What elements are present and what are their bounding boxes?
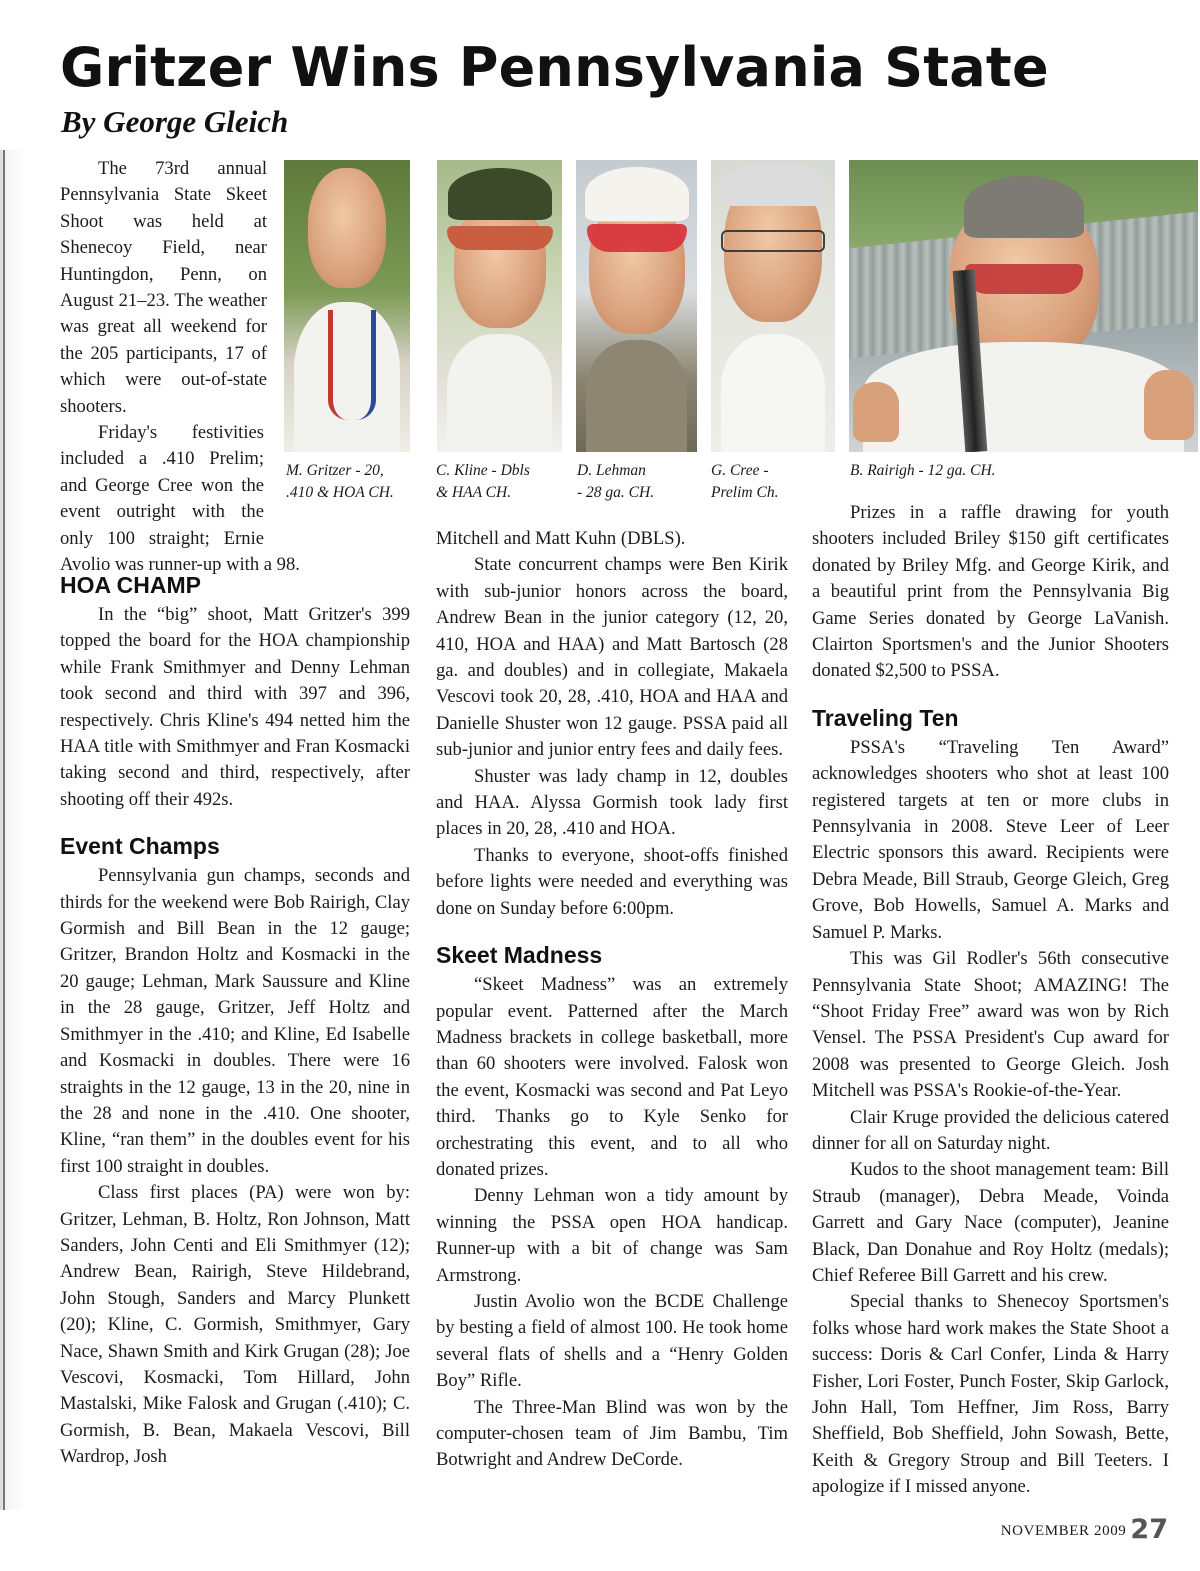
caption-lehman: [577, 460, 697, 504]
concurrent-lead-paragraph: Mitchell and Matt Kuhn (DBLS).: [436, 528, 686, 549]
handicap-paragraph: Denny Lehman won a tidy amount by winning the PSSA open HOA handicap. Runner-up with a bit of change was Sam Armstrong.: [436, 1185, 788, 1286]
rodler-paragraph: This was Gil Rodler's 56th consecutive Pennsylvania State Shoot; AMAZING! The “Shoot Friday Free” award was won by Rich Vensel. The PSSA President's Cup award for 2008 was presented to George Gleich. Josh Mitchell was PSSA's Rookie-of-the-Year.: [812, 948, 1169, 1102]
hoa-paragraph: In the “big” shoot, Matt Gritzer's 399 topped the board for the HOA championship while Frank Smithmyer and Denny Lehman took second and third with 397 and 396, respectively. Chris Kline's 494 netted him the HAA title with Smithmyer and Fran Kosmacki taking second and third, respectively, after shooting off their 492s.: [60, 604, 410, 810]
caption-kline-line1: C. Kline - Dbls: [436, 462, 530, 479]
traveling-ten-paragraph: PSSA's “Traveling Ten Award” acknowledges shooters who shot at least 100 registered targets at ten or more clubs in Pennsylvania in 2008. Steve Leer of Leer Electric sponsors this award. Recipients were Debra Meade, Bill Straub, George Gleich, Greg Grove, Bob Howells, Samuel A. Marks and Samuel P. Marks.: [812, 736, 1169, 943]
lehman-vest: [586, 340, 688, 452]
page-number: 27: [1130, 1514, 1168, 1545]
page-binding-edge: [0, 150, 28, 1510]
bcde-paragraph: Justin Avolio won the BCDE Challenge by besting a field of almost 100. He took home several flats of shells and a “Henry Golden Boy” Rifle.: [436, 1290, 788, 1392]
thumbs-up-left-icon: [853, 382, 899, 442]
lehman-glasses: [587, 224, 687, 252]
caption-lehman-line1: D. Lehman: [577, 462, 646, 479]
rairigh-cap: [964, 176, 1084, 238]
heading-traveling-ten: Traveling Ten: [812, 704, 959, 731]
caption-kline: [436, 460, 562, 504]
thanks-paragraph: Thanks to everyone, shoot-offs finished before lights were needed and everything was done on Sunday before 6:00pm.: [436, 844, 788, 919]
management-team-paragraph: Kudos to the shoot management team: Bill Straub (manager), Debra Meade, Voinda Garrett and Gary Nace (computer), Jeanine Black, Dan Donahue and Roy Holtz (medals); Chief Referee Bill Garrett and his crew.: [812, 1159, 1169, 1286]
event-champs-paragraph: Pennsylvania gun champs, seconds and thirds for the weekend were Bob Rairigh, Clay Gormish and Bill Bean in the 12 gauge; Gritzer, Brandon Holtz and Kosmacki in the 20 gauge; Lehman, Mark Saussure and Kline in the 28 gauge, Gritzer, Jeff Holtz and Smithmyer in the .410; and Kline, Ed Isabelle and Kosmacki in doubles. There were 16 straights in the 12 gauge, 13 in the 20, nine in the 28 and none in the .410. One shooter, Kline, “ran them” in the doubles event for his first 100 straight in doubles.: [60, 865, 410, 1177]
kline-glasses: [447, 226, 553, 250]
cree-shirt: [721, 334, 825, 452]
cree-hair: [721, 162, 825, 206]
caption-gritzer: [286, 460, 412, 504]
article-title: Gritzer Wins Pennsylvania State: [60, 36, 1049, 99]
three-man-blind-paragraph: The Three-Man Blind was won by the computer-chosen team of Jim Bambu, Tim Botwright and Andrew DeCorde.: [436, 1396, 788, 1471]
photo-kline: [437, 160, 562, 452]
caption-cree-line2: Prelim Ch.: [711, 484, 779, 501]
festivities-paragraph-visible: Friday's festivities included a .410 Prelim; and George Cree won the event outright with the only 100 straight; Ernie Avolio was runner-up with a 98.: [60, 422, 300, 576]
gritzer-face: [308, 168, 386, 288]
rairigh-shirt: [863, 342, 1184, 452]
caption-cree-line1: G. Cree -: [711, 462, 769, 479]
kline-shirt: [447, 334, 552, 452]
column-1-lower: [60, 526, 410, 1510]
caption-rairigh-line1: B. Rairigh - 12 ga. CH.: [850, 462, 996, 479]
raffle-paragraph: Prizes in a raffle drawing for youth shooters included Briley $150 gift certificates donated by Briley Mfg. and George Kirik, and a beautiful print from the Pennsylvania Big Game Series donated by George LaVanish. Clairton Sportsmen's and the Junior Shooters donated $2,500 to PSSA.: [812, 502, 1169, 682]
concurrent-champs-paragraph: State concurrent champs were Ben Kirik with sub-junior honors across the board, Andrew Bean in the junior category (12, 20, 410, HOA and HAA) and Matt Bartosch (28 ga. and doubles) and in collegiate, Makaela Vescovi took 20, 28, .410, HOA and HAA and Danielle Shuster won 12 gauge. PSSA paid all sub-junior and junior entry fees and daily fees.: [436, 554, 788, 761]
column-2: [436, 526, 788, 1510]
photo-cree: [711, 160, 835, 452]
class-first-places-paragraph: Class first places (PA) were won by: Gritzer, Lehman, B. Holtz, Ron Johnson, Matt Sanders, John Centi and Eli Smithmyer (12); Andrew Bean, Rairigh, Steve Hildebrand, John Stough, Sanders and Marcy Plunkett (20); Kline, C. Gormish, Smithmyer, Gary Nace, Shawn Smith and Kirk Grugan (28); Joe Vescovi, Kosmacki, Tom Hillard, John Mastalski, Mike Falosk and Grugan (.410); C. Gormish, B. Bean, Makaela Vescovi, Bill Wardrop, Josh: [60, 1182, 410, 1468]
rairigh-glasses: [965, 264, 1083, 294]
column-1-intro: [60, 156, 267, 420]
caption-rairigh: [850, 460, 1190, 482]
lady-champ-paragraph: Shuster was lady champ in 12, doubles and HAA. Alyssa Gormish took lady first places in 20, 28, .410 and HOA.: [436, 765, 788, 840]
binding-line: [3, 150, 5, 1510]
caption-lehman-line2: - 28 ga. CH.: [577, 484, 655, 501]
special-thanks-paragraph: Special thanks to Shenecoy Sportsmen's folks whose hard work makes the State Shoot a success: Doris & Carl Confer, Linda & Harry Fisher, Lori Foster, Punch Foster, Skip Garlock, John Hall, Tom Heffner, Jim Ross, Barry Sheffield, Bob Sheffield, John Sowash, Bette, Keith & Gregory Stroup and Bill Teeters. I apologize if I missed anyone.: [812, 1291, 1169, 1498]
heading-skeet-madness: Skeet Madness: [436, 942, 603, 969]
page-footer: [1001, 1514, 1168, 1545]
photo-lehman: [576, 160, 697, 452]
dinner-paragraph: Clair Kruge provided the delicious catered dinner for all on Saturday night.: [812, 1106, 1169, 1154]
issue-date: NOVEMBER 2009: [1000, 1523, 1127, 1539]
photo-rairigh: [849, 160, 1198, 452]
kline-cap: [448, 168, 552, 220]
intro-paragraph: The 73rd annual Pennsylvania State Skeet Shoot was held at Shenecoy Field, near Huntingdon, Penn, on August 21–23. The weather was great all weekend for the 205 participants, 17 of which were out-of-state shooters.: [60, 158, 267, 417]
heading-event-champs: Event Champs: [60, 833, 220, 860]
heading-hoa-champ: HOA CHAMP: [60, 572, 201, 598]
photo-gritzer: [284, 160, 410, 452]
column-3: [812, 500, 1169, 1510]
cree-glasses: [721, 230, 825, 252]
thumbs-up-right-icon: [1144, 370, 1194, 440]
gold-medal-icon: [328, 310, 376, 420]
caption-cree: [711, 460, 835, 504]
caption-gritzer-line2: .410 & HOA CH.: [286, 484, 394, 501]
skeet-madness-paragraph: “Skeet Madness” was an extremely popular event. Patterned after the March Madness brackets in college basketball, more than 60 shooters were involved. Falosk won the event, Kosmacki was second and Pat Leyo third. Thanks go to Kyle Senko for orchestrating this event, and to all who donated prizes.: [436, 974, 788, 1180]
caption-kline-line2: & HAA CH.: [436, 484, 512, 501]
lehman-cap: [584, 166, 690, 222]
article-byline: By George Gleich: [61, 104, 289, 139]
caption-gritzer-line1: M. Gritzer - 20,: [286, 462, 384, 479]
